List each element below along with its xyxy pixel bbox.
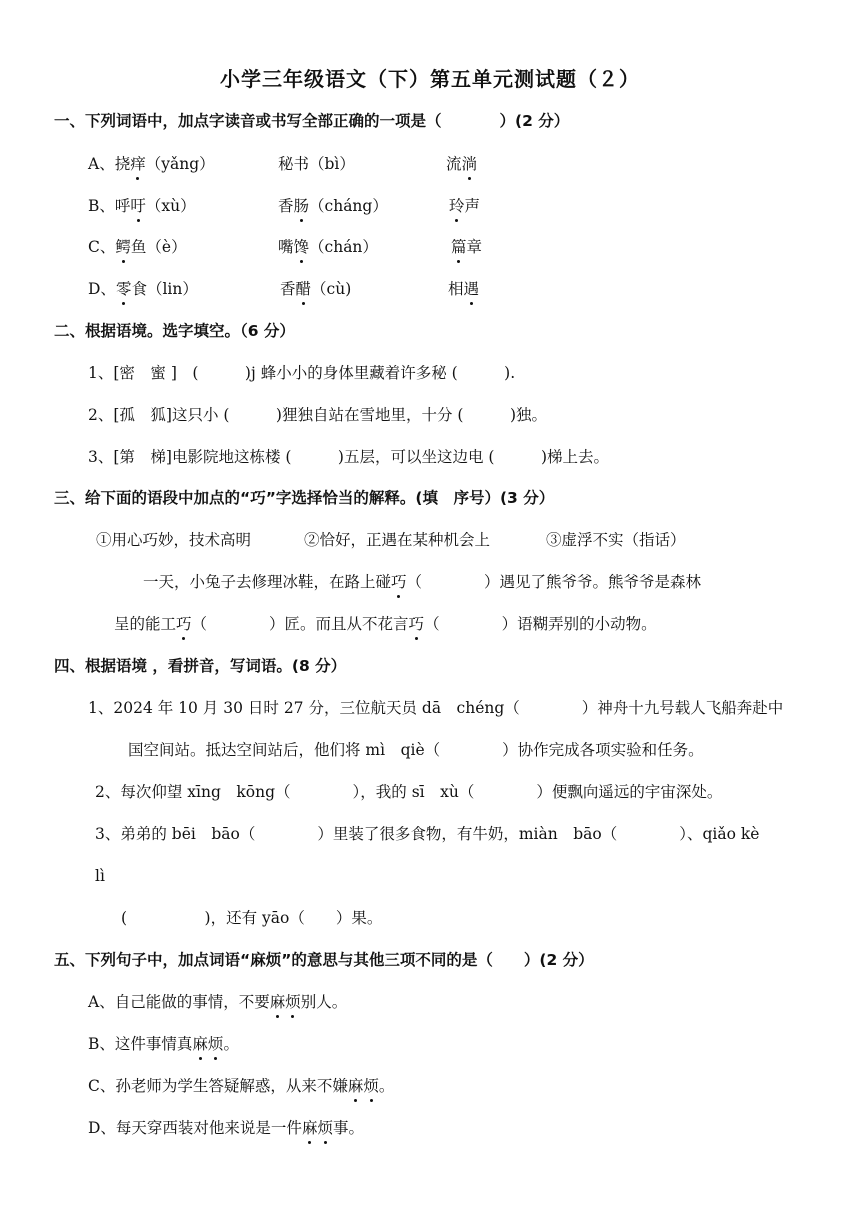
question-4-1-line-2: 国空间站。抵达空间站后，他们将 mì qiè（ ）协作完成各项实验和任务。 [128,741,704,759]
dot-char: 遇 [463,280,480,298]
option-5-a: A、自己能做的事情，不要麻烦别人。 [88,993,348,1011]
dot-char: 麻 [269,993,286,1011]
section-3-heading: 三、给下面的语段中加点的“巧”字选择恰当的解释。(填 序号）(3 分） [54,489,555,507]
dot-char: 醋 [295,280,312,298]
dot-char: 吁 [130,197,146,215]
question-2-3: 3、[第 梯]电影院地这栋楼 ( )五层，可以坐这边电 ( )梯上去。 [88,448,610,466]
option-d-word-1: D、零食（lin） [88,280,198,298]
question-4-2: 2、每次仰望 xīng kōng（ ），我的 sī xù（ ）便飘向遥远的宇宙深处。 [95,783,723,801]
dot-char: 玲 [449,197,465,215]
option-d-word-2: 香醋（cù) [280,280,352,298]
explanation-1: ①用心巧妙，技术高明 [96,531,252,549]
question-4-3-line-1: 3、弟弟的 bēi bāo（ ）里装了很多食物，有牛奶，miàn bāo（ ）、qiǎo kè [95,825,760,843]
passage-line-2: 呈的能工巧（ ）匠。而且从不花言巧（ ）语糊弄别的小动物。 [114,615,657,633]
option-b-word-1: B、呼吁（xù） [88,197,196,215]
section-1-score: ）(2 分） [499,112,570,130]
option-a-word-1: A、挠痒（yǎng） [88,155,215,173]
section-5-heading: 五、下列句子中，加点词语“麻烦”的意思与其他三项不同的是（ ）(2 分） [54,951,594,969]
question-4-3-line-3: ( )，还有 yāo（ ）果。 [121,909,383,927]
question-2-2: 2、[孤 狐]这只小 ( )狸独自站在雪地里，十分 ( )独。 [88,406,548,424]
option-c-word-3: 篇章 [451,238,483,256]
dot-char: 麻 [192,1035,208,1053]
explanation-3: ③虚浮不实（指话） [546,531,686,549]
option-d-word-3: 相遇 [448,280,480,298]
dot-char: 淌 [461,155,478,173]
dot-char: 麻 [347,1077,364,1095]
option-5-c: C、孙老师为学生答疑解惑，从来不嫌麻烦。 [88,1077,395,1095]
section-1-heading-text: 一、下列词语中，加点字读音或书写全部正确的一项是（ [54,112,442,130]
question-2-1: 1、[密 蜜 ] ( )j 蜂小小的身体里藏着许多秘 ( ). [88,364,516,382]
option-c-word-1: C、鳄鱼（è） [88,238,187,256]
page-title: 小学三年级语文（下）第五单元测试题（２） [220,67,640,91]
section-2-heading: 二、根据语境。选字填空。（6 分） [54,322,295,340]
dot-char: 巧 [176,615,192,633]
passage-line-1: 一天，小兔子去修理冰鞋，在路上碰巧（ ）遇见了熊爷爷。熊爷爷是森林 [143,573,702,591]
option-5-b: B、这件事情真麻烦。 [88,1035,239,1053]
option-b-word-3: 玲声 [449,197,481,215]
dot-char: 麻 [301,1119,318,1137]
option-a-word-3: 流淌 [446,155,478,173]
section-1-heading [54,110,569,132]
question-4-1-line-1: 1、2024 年 10 月 30 日时 27 分，三位航天员 dā chéng（ ）神舟十九号载人飞船奔赴中 [88,699,784,717]
dot-char: 篇 [451,238,467,256]
option-b-word-2: 香肠（cháng） [278,197,388,215]
dot-char: 馋 [293,238,310,256]
option-5-d: D、每天穿西装对他来说是一件麻烦事。 [88,1119,364,1137]
dot-char: 肠 [293,197,310,215]
dot-char: 鳄 [115,238,131,256]
question-4-3-line-2: lì [95,867,105,885]
dot-char: 烦 [207,1035,224,1053]
option-c-word-2: 嘴馋（chán） [278,238,378,256]
dot-char: 痒 [130,155,146,173]
dot-char: 烦 [285,993,301,1011]
explanation-2: ②恰好，正遇在某种机会上 [304,531,491,549]
dot-char: 零 [115,280,132,298]
dot-char: 烦 [317,1119,333,1137]
section-4-heading: 四、根据语境 ，看拼音，写词语。(8 分） [54,657,347,675]
dot-char: 巧 [408,615,425,633]
option-a-word-2: 秘书（bì） [278,155,355,173]
dot-char: 巧 [391,573,407,591]
dot-char: 烦 [363,1077,379,1095]
